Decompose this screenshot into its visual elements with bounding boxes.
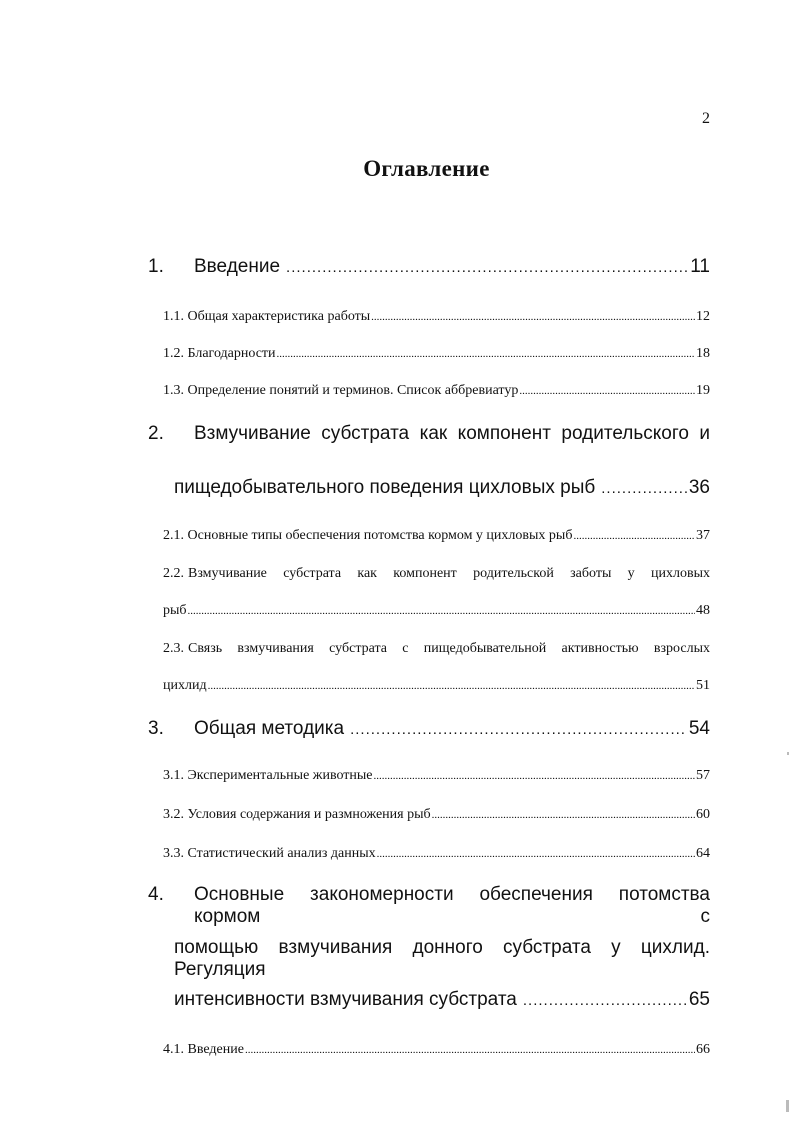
toc-entry-title-line1: Связь взмучивания субстрата с пищедобывательной активностью взрослых: [188, 641, 710, 656]
toc-entry-3-1[interactable]: [163, 768, 710, 784]
toc-entry-title: Статистический анализ данных: [187, 846, 376, 861]
toc-entry-number: 1.3.: [163, 383, 184, 398]
toc-entry-number: 4.1.: [163, 1042, 184, 1057]
toc-entry-title: Экспериментальные животные: [187, 768, 373, 783]
toc-entry-1-3[interactable]: [163, 383, 710, 399]
toc-entry-title-line2: цихлид: [163, 678, 207, 693]
toc-entry-2[interactable]: [148, 423, 710, 445]
toc-entry-page: 60: [696, 807, 710, 822]
dot-leader: [377, 848, 695, 860]
toc-entry-2-continued[interactable]: [148, 477, 710, 499]
toc-entry-2-3[interactable]: [163, 641, 710, 657]
toc-entry-3-3[interactable]: [163, 846, 710, 862]
toc-entry-1-2[interactable]: [163, 346, 710, 362]
toc-entry-number: 3.2.: [163, 807, 184, 822]
toc-entry-number: 2.3.: [163, 641, 184, 656]
dot-leader: [286, 259, 688, 276]
page-number: 2: [702, 110, 710, 127]
toc-entry-number: 3.1.: [163, 768, 184, 783]
toc-entry-page: 66: [696, 1042, 710, 1057]
toc-entry-title: Общая характеристика работы: [187, 309, 371, 324]
dot-leader: [374, 770, 695, 782]
toc-entry-3-2[interactable]: [163, 807, 710, 823]
toc-entry-number: 1.2.: [163, 346, 184, 361]
toc-entry-title-line2: пищедобывательного поведения цихловых рыб: [174, 477, 596, 498]
toc-entry-title-line1: Основные закономерности обеспечения потомства кормом с: [194, 884, 710, 927]
toc-entry-2-2[interactable]: [163, 566, 710, 582]
toc-entry-2-1[interactable]: [163, 528, 710, 544]
dot-leader: [188, 605, 695, 617]
toc-entry-title-line2: помощью взмучивания донного субстрата у цихлид. Регуляция: [174, 937, 710, 980]
toc-entry-title-line3: интенсивности взмучивания субстрата: [174, 989, 517, 1010]
toc-entry-number: 2.2.: [163, 566, 184, 581]
toc-entry-number: 3.3.: [163, 846, 184, 861]
toc-entry-1[interactable]: [148, 256, 710, 278]
toc-entry-number: 2.: [148, 423, 164, 444]
toc-entry-number: 4.: [148, 884, 164, 905]
toc-entry-page: 64: [696, 846, 710, 861]
toc-entry-page: 54: [688, 718, 710, 739]
toc-entry-page: 19: [696, 383, 710, 398]
dot-leader: [523, 992, 687, 1009]
toc-entry-title-line2: рыб: [163, 603, 187, 618]
page-title: Оглавление: [363, 156, 490, 181]
toc-entry-3[interactable]: [148, 718, 710, 740]
dot-leader: [277, 348, 695, 360]
toc-entry-title-line1: Взмучивание субстрата как компонент родительского и: [194, 423, 710, 444]
toc-entry-number: 3.: [148, 718, 164, 739]
toc-entry-number: 1.: [148, 256, 164, 277]
toc-entry-page: 37: [696, 528, 710, 543]
toc-entry-page: 18: [696, 346, 710, 361]
toc-entry-4-1[interactable]: [163, 1042, 710, 1058]
toc-entry-page: 51: [696, 678, 710, 693]
toc-entry-2-3-continued[interactable]: [163, 678, 710, 694]
dot-leader: [208, 680, 695, 692]
toc-entry-title: Условия содержания и размножения рыб: [187, 807, 431, 822]
toc-entry-title: Общая методика: [194, 718, 345, 739]
toc-entry-title: Введение: [194, 256, 281, 277]
scan-speck: [787, 752, 789, 755]
scan-speck: [786, 1100, 789, 1112]
toc-entry-title: Введение: [187, 1042, 244, 1057]
dot-leader: [432, 809, 695, 821]
toc-entry-title: Благодарности: [187, 346, 276, 361]
toc-entry-number: 2.1.: [163, 528, 184, 543]
toc-entry-1-1[interactable]: [163, 309, 710, 325]
toc-entry-page: 65: [688, 989, 710, 1010]
toc-entry-page: 36: [688, 477, 710, 498]
dot-leader: [245, 1044, 695, 1056]
toc-entry-page: 12: [696, 309, 710, 324]
toc-entry-4-continued-a[interactable]: [148, 937, 710, 981]
toc-entry-number: 1.1.: [163, 309, 184, 324]
toc-entry-page: 11: [690, 256, 710, 277]
dot-leader: [350, 721, 687, 738]
dot-leader: [371, 311, 695, 323]
toc-entry-title-line1: Взмучивание субстрата как компонент родительской заботы у цихловых: [188, 566, 710, 581]
toc-entry-4-continued-b[interactable]: [148, 989, 710, 1011]
dot-leader: [573, 530, 695, 542]
toc-entry-2-2-continued[interactable]: [163, 603, 710, 619]
toc-entry-page: 57: [696, 768, 710, 783]
toc-entry-title: Определение понятий и терминов. Список аббревиатур: [187, 383, 519, 398]
toc-entry-4[interactable]: [148, 884, 710, 928]
dot-leader: [519, 385, 695, 397]
toc-entry-title: Основные типы обеспечения потомства кормом у цихловых рыб: [187, 528, 573, 543]
toc-entry-page: 48: [696, 603, 710, 618]
dot-leader: [601, 480, 687, 497]
